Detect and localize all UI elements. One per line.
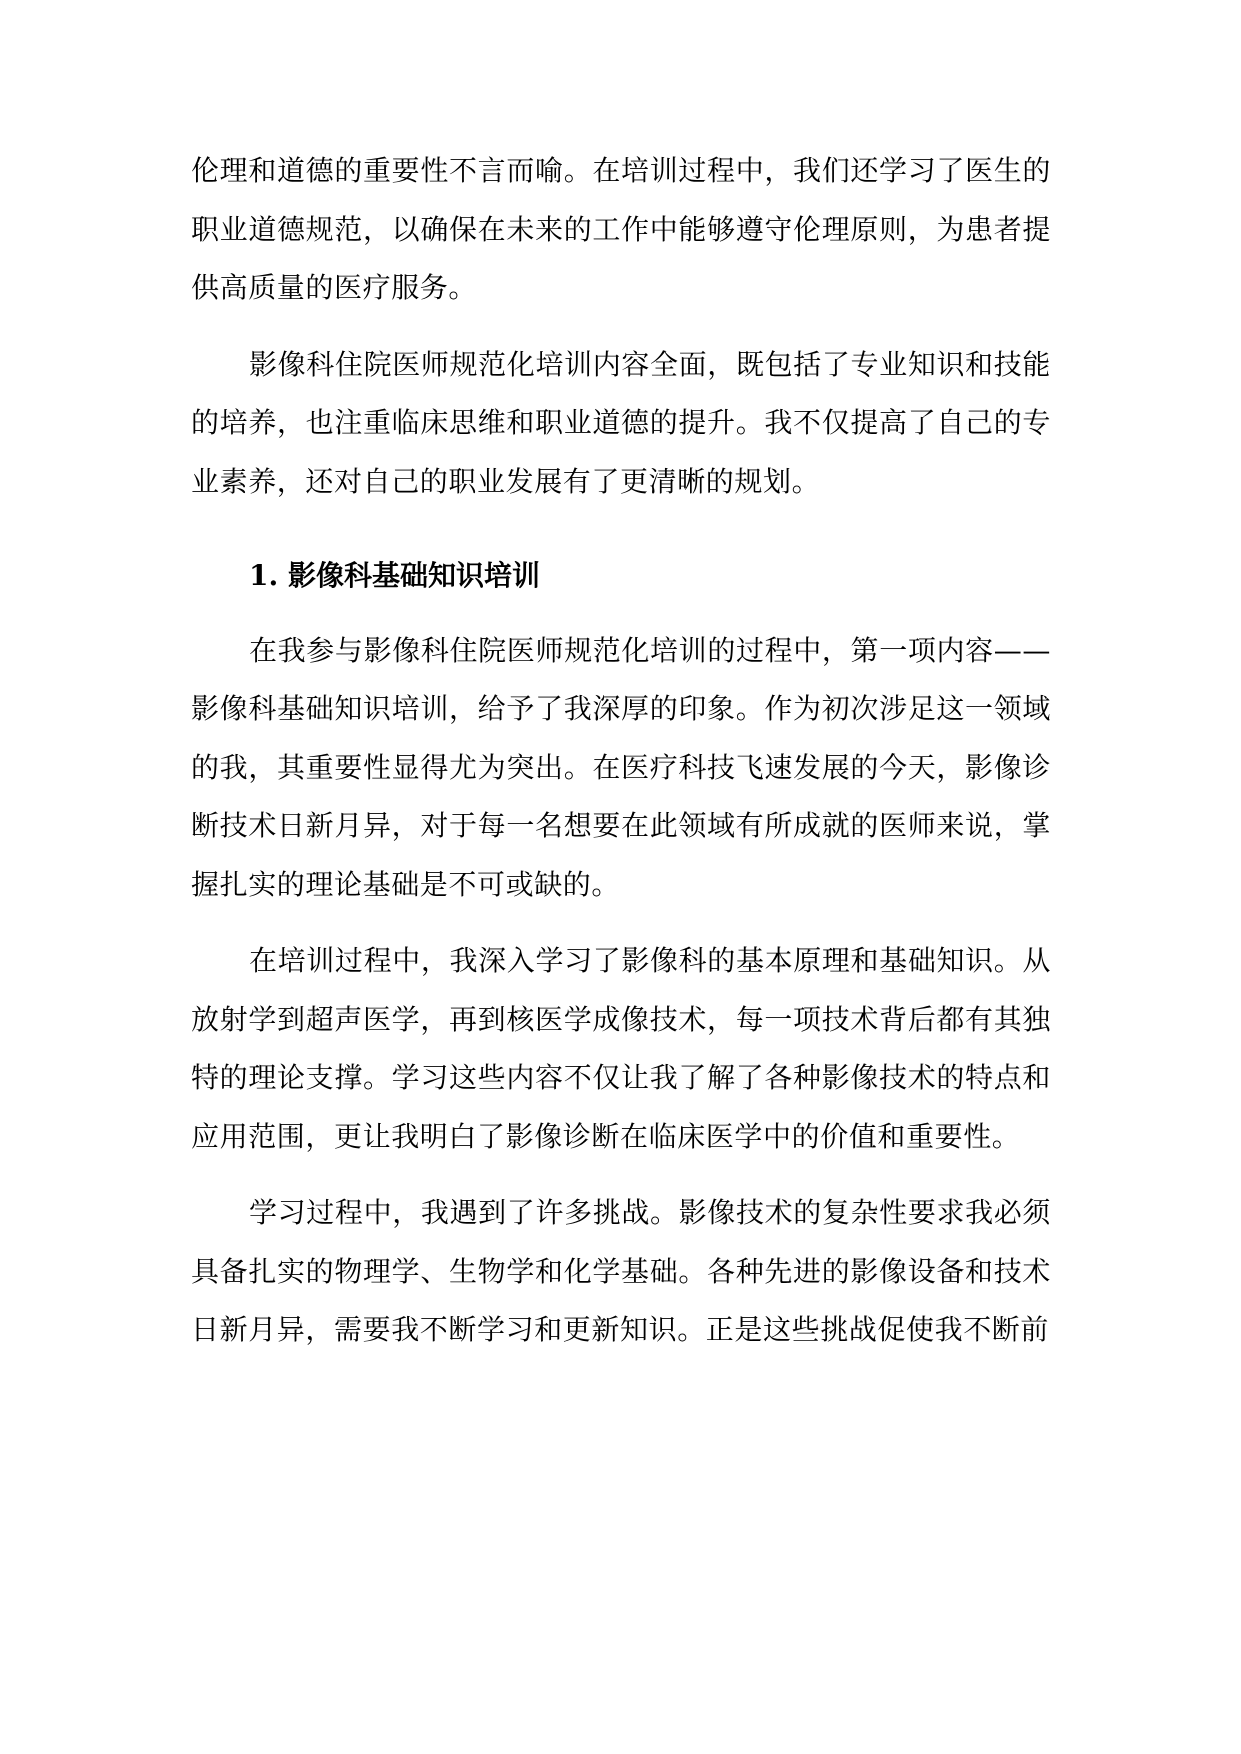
paragraph-intro: 在我参与影像科住院医师规范化培训的过程中，第一项内容——影像科基础知识培训，给予了我深厚的印象。作为初次涉足这一领域的我，其重要性显得尤为突出。在医疗科技飞速发展的今天，影像诊断技术日新月异，对于每一名想要在此领域有所成就的医师来说，掌握扎实的理论基础是不可或缺的。 <box>191 633 1051 901</box>
document-body <box>191 142 1051 1360</box>
paragraph-continued: 伦理和道德的重要性不言而喻。在培训过程中，我们还学习了医生的职业道德规范，以确保在未来的工作中能够遵守伦理原则，为患者提供高质量的医疗服务。 <box>191 154 1051 304</box>
paragraph-training: 在培训过程中，我深入学习了影像科的基本原理和基础知识。从放射学到超声医学，再到核医学成像技术，每一项技术背后都有其独特的理论支撑。学习这些内容不仅让我了解了各种影像技术的特点和应用范围，更让我明白了影像诊断在临床医学中的价值和重要性。 <box>191 944 1051 1153</box>
paragraph-challenges: 学习过程中，我遇到了许多挑战。影像技术的复杂性要求我必须具备扎实的物理学、生物学和化学基础。各种先进的影像设备和技术日新月异，需要我不断学习和更新知识。正是这些挑战促使我不断前 <box>191 1196 1051 1346</box>
section-heading: 1. 影像科基础知识培训 <box>249 559 540 592</box>
paragraph-summary: 影像科住院医师规范化培训内容全面，既包括了专业知识和技能的培养，也注重临床思维和职业道德的提升。我不仅提高了自己的专业素养，还对自己的职业发展有了更清晰的规划。 <box>191 347 1051 498</box>
